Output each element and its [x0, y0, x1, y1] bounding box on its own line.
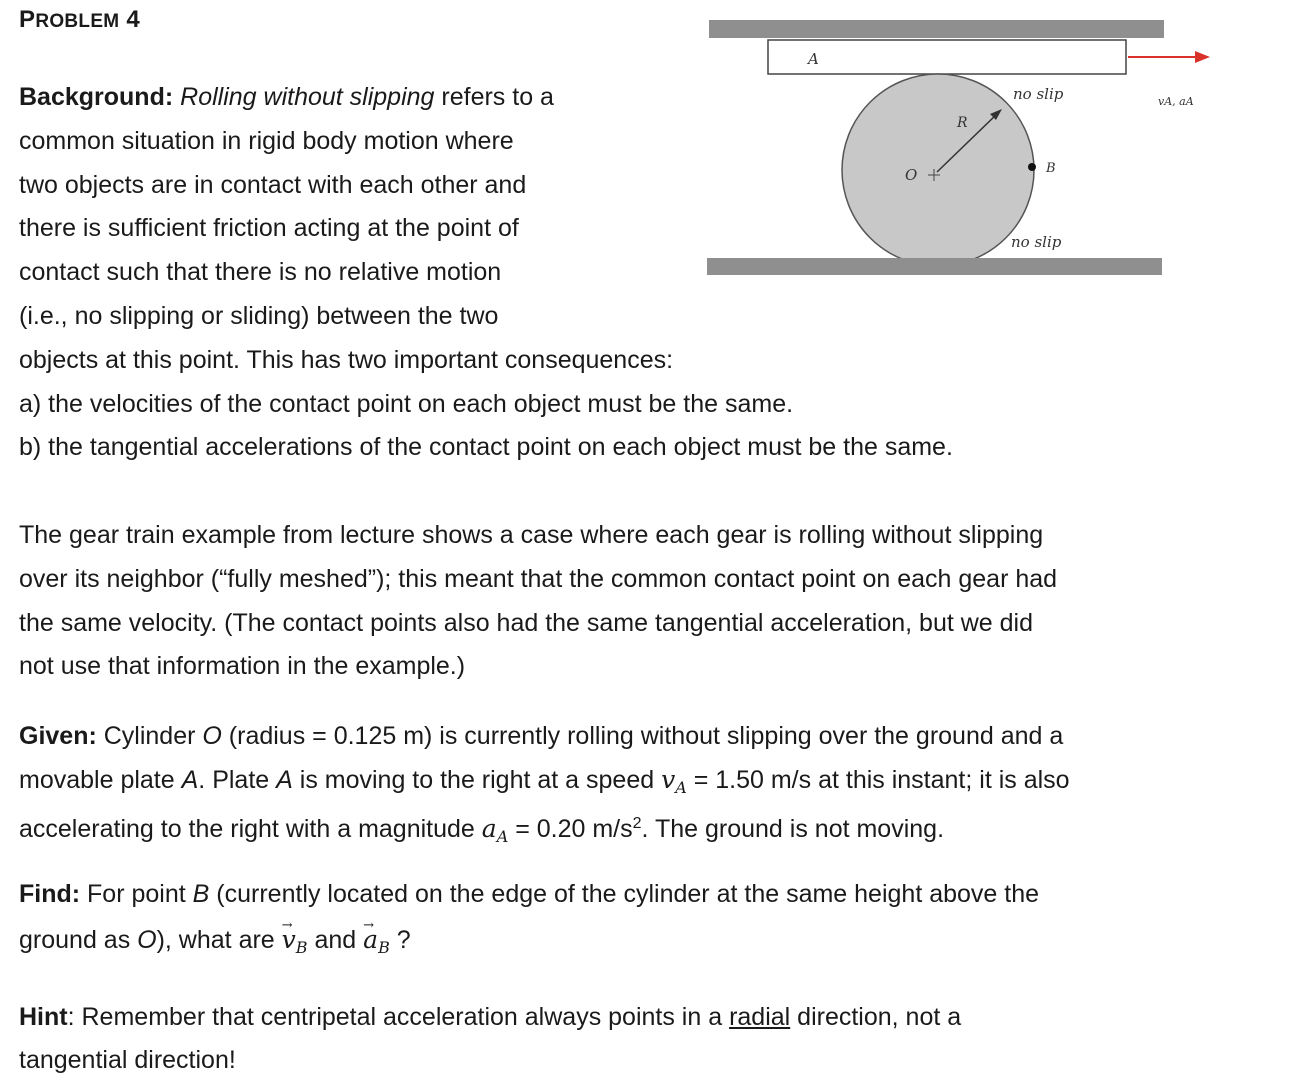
- plate-motion-label: vA, aA: [1158, 95, 1194, 108]
- top-bar: [709, 20, 1164, 38]
- background-line-3: two objects are in contact with each other and: [19, 171, 527, 199]
- plate-a: [768, 40, 1126, 74]
- plate-arrow-head: [1195, 51, 1210, 63]
- background-line-2: common situation in rigid body motion where: [19, 127, 514, 155]
- gear-line-3: the same velocity. (The contact points also had the same tangential acceleration, but we did: [19, 609, 1034, 637]
- radius-label: R: [957, 115, 968, 131]
- bottom-no-slip-label: no slip: [1011, 233, 1062, 251]
- given-line-1: Given: Cylinder O (radius = 0.125 m) is currently rolling without slipping over the ground and a: [19, 722, 1064, 750]
- background-line-1: Background: Rolling without slipping refers to a: [19, 83, 554, 111]
- gear-line-4: not use that information in the example.): [19, 652, 466, 680]
- background-line-4: there is sufficient friction acting at the point of: [19, 214, 519, 242]
- hint-line-2: tangential direction!: [19, 1046, 236, 1074]
- ground: [707, 258, 1162, 275]
- plate-a-label: A: [808, 50, 819, 68]
- consequence-a: a) the velocities of the contact point on each object must be the same.: [19, 390, 794, 418]
- center-label: O: [905, 166, 918, 184]
- acceleration-b-vector: → a: [363, 925, 378, 955]
- gear-line-1: The gear train example from lecture shows a case where each gear is rolling without slipping: [19, 521, 1044, 549]
- background-line-5: contact such that there is no relative motion: [19, 258, 502, 286]
- given-line-3: accelerating to the right with a magnitude $a_A = 0.20$ $m/s^2$. The ground is not moving.: [19, 814, 945, 846]
- rolling-cylinder-figure: [700, 10, 1230, 285]
- background-line-6: (i.e., no slipping or sliding) between the two: [19, 302, 499, 330]
- top-no-slip-label: no slip: [1013, 85, 1064, 103]
- point-b: [1028, 163, 1036, 171]
- find-line-1: Find: For point B (currently located on the edge of the cylinder at the same height above the: [19, 880, 1040, 908]
- background-line-7: objects at this point. This has two important consequences:: [19, 346, 674, 374]
- find-line-2: ground as O), what are → $v_B$ and → $a_B$ ?: [19, 925, 411, 963]
- given-line-2: movable plate A. Plate A is moving to the right at a speed $v_A = 1.50$ m/s at this instant; it is also: [19, 765, 1070, 797]
- problem-title: PROBLEM 4: [19, 6, 141, 33]
- gear-line-2: over its neighbor (“fully meshed”); this meant that the common contact point on each gear had: [19, 565, 1058, 593]
- velocity-b-vector: → v: [282, 925, 296, 955]
- hint-line-1: Hint: Remember that centripetal acceleration always points in a radial direction, not a: [19, 1003, 962, 1031]
- point-b-label: B: [1046, 161, 1056, 176]
- consequence-b: b) the tangential accelerations of the contact point on each object must be the same.: [19, 433, 953, 461]
